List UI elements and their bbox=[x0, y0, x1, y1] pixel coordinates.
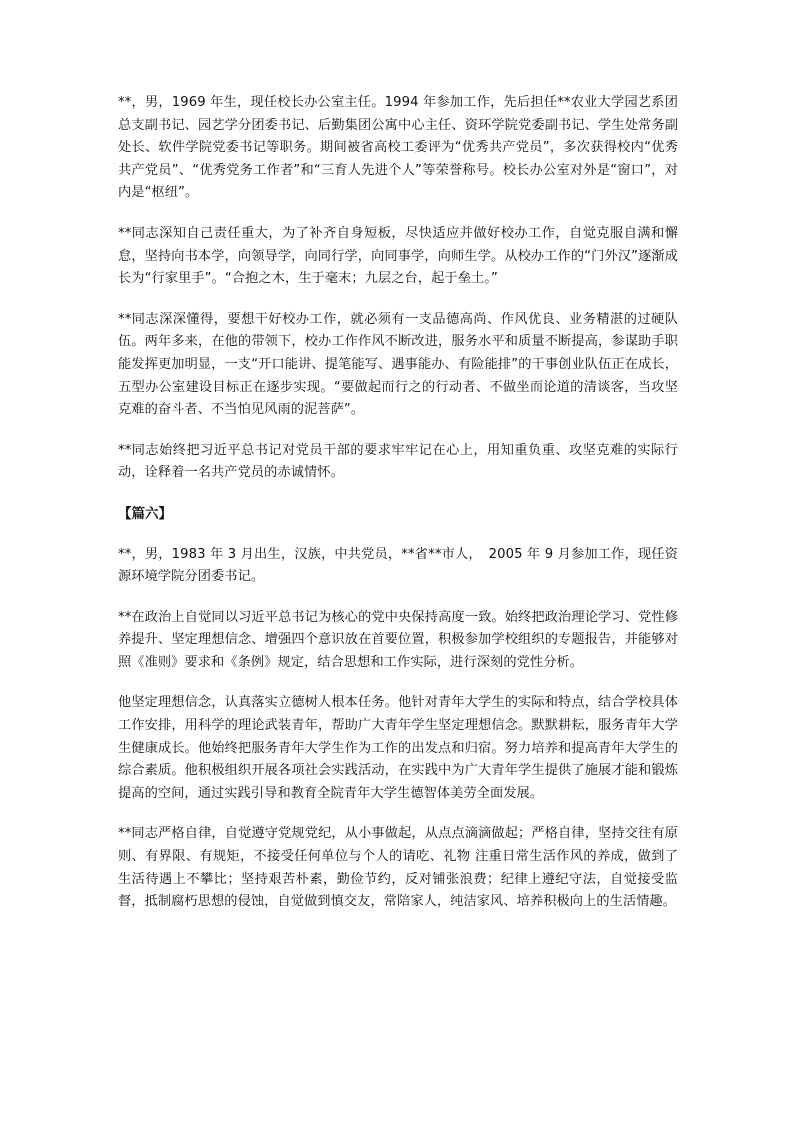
paragraph-team-building: **同志深深懂得，要想干好校办工作，就必须有一支品德高尚、作风优良、业务精湛的过硬队伍。两年多来，在他的带领下，校办工作作风不断改进，服务水平和质量不断提高，参谋助手职能发挥更加明显，一支“开口能讲、提笔能写、遇事能办、有险能排”的干事创业队伍正在成长，五型办公室建设目标正在逐步实现。“要做起而行之的行动者、不做坐而论道的清谈客，当攻坚克难的奋斗者、不当怕见风雨的泥菩萨”。 bbox=[118, 311, 678, 418]
paragraph-political-stance: **在政治上自觉同以习近平总书记为核心的党中央保持高度一致。始终把政治理论学习、党性修养提升、坚定理想信念、增强四个意识放在首要位置，积极参加学校组织的专题报告，并能够对照《准则》要求和《条例》规定，结合思想和工作实际，进行深刻的党性分析。 bbox=[118, 609, 678, 670]
section-heading: 【篇六】 bbox=[118, 505, 172, 522]
paragraph-self-improvement: **同志深知自己责任重大，为了补齐自身短板，尽快适应并做好校办工作，自觉克服自满和懈怠，坚持向书本学，向领导学，向同行学，向同事学，向师生学。从校办工作的“门外汉”逐渐成长为“行家里手”。“合抱之木，生于毫末；九层之台，起于垒土。” bbox=[118, 225, 678, 287]
paragraph-commitment: **同志始终把习近平总书记对党员干部的要求牢牢记在心上，用知重负重、攻坚克难的实际行动，诠释着一名共产党员的赤诚情怀。 bbox=[118, 442, 678, 481]
paragraph-ideals-service: 他坚定理想信念，认真落实立德树人根本任务。他针对青年大学生的实际和特点，结合学校具体工作安排，用科学的理论武装青年，帮助广大青年学生坚定理想信念。默默耕耘，服务青年大学生健康成长。他始终把服务青年大学生作为工作的出发点和归宿。努力培养和提高青年大学生的综合素质。他积极组织开展各项社会实践活动，在实践中为广大青年学生提供了施展才能和锻炼提高的空间，通过实践引导和教育全院青年大学生德智体美劳全面发展。 bbox=[118, 695, 678, 801]
document-page bbox=[118, 92, 678, 932]
paragraph-self-discipline: **同志严格自律，自觉遵守党规党纪，从小事做起，从点点滴滴做起；严格自律，坚持交往有原则、有界限、有规矩，不接受任何单位与个人的请吃、礼物 注重日常生活作风的养成，做到了生活待遇上不攀比；坚持艰苦朴素，勤俭节约，反对铺张浪费；纪律上遵纪守法，自觉接受监督，抵制腐朽思想的侵蚀，自觉做到慎交友，常陪家人，纯洁家风、培养积极向上的生活情趣。 bbox=[118, 826, 678, 910]
paragraph-profile-intro-2: **，男，1983 年 3 月出生，汉族，中共党员，**省**市人， 2005 年 9 月参加工作，现任资源环境学院分团委书记。 bbox=[118, 546, 678, 585]
paragraph-profile-intro: **，男，1969 年生，现任校长办公室主任。1994 年参加工作，先后担任**农业大学园艺系团总支副书记、园艺学分团委书记、后勤集团公寓中心主任、资环学院党委副书记、学生处常务副处长、软件学院党委书记等职务。期间被省高校工委评为“优秀共产党员”，多次获得校内“优秀共产党员”、“优秀党务工作者”和“三育人先进个人”等荣誉称号。校长办公室对外是“窗口”，对内是“枢纽”。 bbox=[118, 95, 678, 201]
